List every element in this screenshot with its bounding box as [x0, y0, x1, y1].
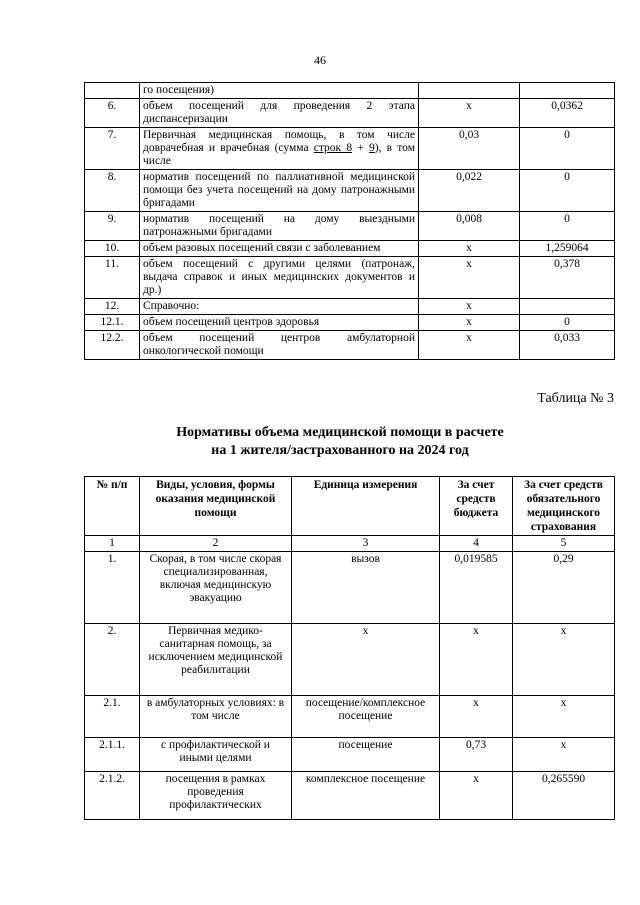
table-caption: Таблица № 3 [537, 391, 614, 406]
unit-of-measure: х [292, 624, 440, 696]
page-number: 46 [314, 53, 326, 67]
budget-value: х [419, 315, 520, 331]
budget-value: 0,022 [419, 170, 520, 212]
column-number: 3 [292, 536, 440, 552]
unit-of-measure: вызов [292, 552, 440, 624]
row-description: объем посещений центров амбулаторной онкологической помощи [140, 331, 419, 360]
table-row [85, 212, 615, 241]
oms-value: 0 [520, 315, 615, 331]
column-number: 4 [440, 536, 513, 552]
norms-table [84, 476, 615, 820]
budget-value: х [440, 624, 513, 696]
unit-of-measure: посещение/комплексное посещение [292, 696, 440, 738]
table-row [85, 99, 615, 128]
unit-of-measure: комплексное посещение [292, 772, 440, 820]
table-row [85, 299, 615, 315]
table-row [85, 83, 615, 99]
oms-value: х [513, 738, 615, 772]
header-row [85, 477, 615, 536]
budget-value: 0,03 [419, 128, 520, 170]
oms-value [520, 299, 615, 315]
table-row [85, 772, 615, 820]
row-text: Первичная медицинская помощь, в том числе доврачебная и врачебная (сумма [143, 129, 415, 154]
row-number: 7. [85, 128, 140, 170]
continuation-table [84, 82, 615, 360]
row-text: ), в том числе [143, 142, 415, 167]
budget-value: х [440, 772, 513, 820]
row-number: 6. [85, 99, 140, 128]
table-row [85, 738, 615, 772]
table-row [85, 624, 615, 696]
oms-value: 0 [520, 128, 615, 170]
row-number: 12.2. [85, 331, 140, 360]
budget-value: 0,008 [419, 212, 520, 241]
oms-value: х [513, 696, 615, 738]
table-row [85, 315, 615, 331]
row-number: 12.1. [85, 315, 140, 331]
oms-value: 0,265590 [513, 772, 615, 820]
row-number [85, 83, 140, 99]
budget-value: 0,019585 [440, 552, 513, 624]
row-description: норматив посещений по паллиативной медицинской помощи без учета посещений на дому патронажными бригадами [140, 170, 419, 212]
column-number-row [85, 536, 615, 552]
column-number: 1 [85, 536, 140, 552]
oms-value: 0,29 [513, 552, 615, 624]
row-number: 2. [85, 624, 140, 696]
row-reference: 9 [369, 142, 375, 154]
care-type: Скорая, в том числе скорая специализированная, включая медицинскую эвакуацию [140, 552, 292, 624]
row-description: го посещения) [140, 83, 419, 99]
table-row [85, 257, 615, 299]
title-line-2: на 1 жителя/застрахованного на 2024 год [211, 443, 469, 458]
table-title [0, 424, 640, 460]
row-description: объем посещений с другими целями (патронаж, выдача справок и иных медицинских документов и др.) [140, 257, 419, 299]
row-number: 11. [85, 257, 140, 299]
table-row [85, 696, 615, 738]
oms-value [520, 83, 615, 99]
header-kind: Виды, условия, формы оказания медицинской помощи [140, 477, 292, 536]
row-description [140, 128, 419, 170]
table-row [85, 331, 615, 360]
budget-value: х [440, 696, 513, 738]
column-number: 5 [513, 536, 615, 552]
column-number: 2 [140, 536, 292, 552]
table-row [85, 241, 615, 257]
budget-value [419, 83, 520, 99]
oms-value: 0,033 [520, 331, 615, 360]
table-row [85, 128, 615, 170]
header-unit: Единица измерения [292, 477, 440, 536]
row-description: объем посещений для проведения 2 этапа диспансеризации [140, 99, 419, 128]
row-number: 2.1. [85, 696, 140, 738]
row-description: объем разовых посещений связи с заболеванием [140, 241, 419, 257]
budget-value: х [419, 331, 520, 360]
row-number: 12. [85, 299, 140, 315]
oms-value: х [513, 624, 615, 696]
row-number: 2.1.2. [85, 772, 140, 820]
row-number: 8. [85, 170, 140, 212]
header-oms: За счет средств обязательного медицинского страхования [513, 477, 615, 536]
budget-value: х [419, 241, 520, 257]
budget-value: х [419, 257, 520, 299]
row-number: 9. [85, 212, 140, 241]
row-description: норматив посещений на дому выездными патронажными бригадами [140, 212, 419, 241]
budget-value: х [419, 99, 520, 128]
care-type: с профилактической и иными целями [140, 738, 292, 772]
table-row [85, 552, 615, 624]
row-description: объем посещений центров здоровья [140, 315, 419, 331]
care-type: в амбулаторных условиях: в том числе [140, 696, 292, 738]
oms-value: 0,378 [520, 257, 615, 299]
oms-value: 1,259064 [520, 241, 615, 257]
care-type: Первичная медико-санитарная помощь, за исключением медицинской реабилитации [140, 624, 292, 696]
header-budget: За счет средств бюджета [440, 477, 513, 536]
row-description: Справочно: [140, 299, 419, 315]
oms-value: 0,0362 [520, 99, 615, 128]
table-row [85, 170, 615, 212]
row-number: 10. [85, 241, 140, 257]
oms-value: 0 [520, 170, 615, 212]
unit-of-measure: посещение [292, 738, 440, 772]
budget-value: х [419, 299, 520, 315]
row-reference: строк 8 [313, 142, 353, 154]
title-line-1: Нормативы объема медицинской помощи в расчете [176, 425, 504, 440]
row-text: + [352, 142, 369, 154]
row-number: 2.1.1. [85, 738, 140, 772]
oms-value: 0 [520, 212, 615, 241]
budget-value: 0,73 [440, 738, 513, 772]
header-number: № п/п [85, 477, 140, 536]
row-number: 1. [85, 552, 140, 624]
care-type: посещения в рамках проведения профилактических [140, 772, 292, 820]
